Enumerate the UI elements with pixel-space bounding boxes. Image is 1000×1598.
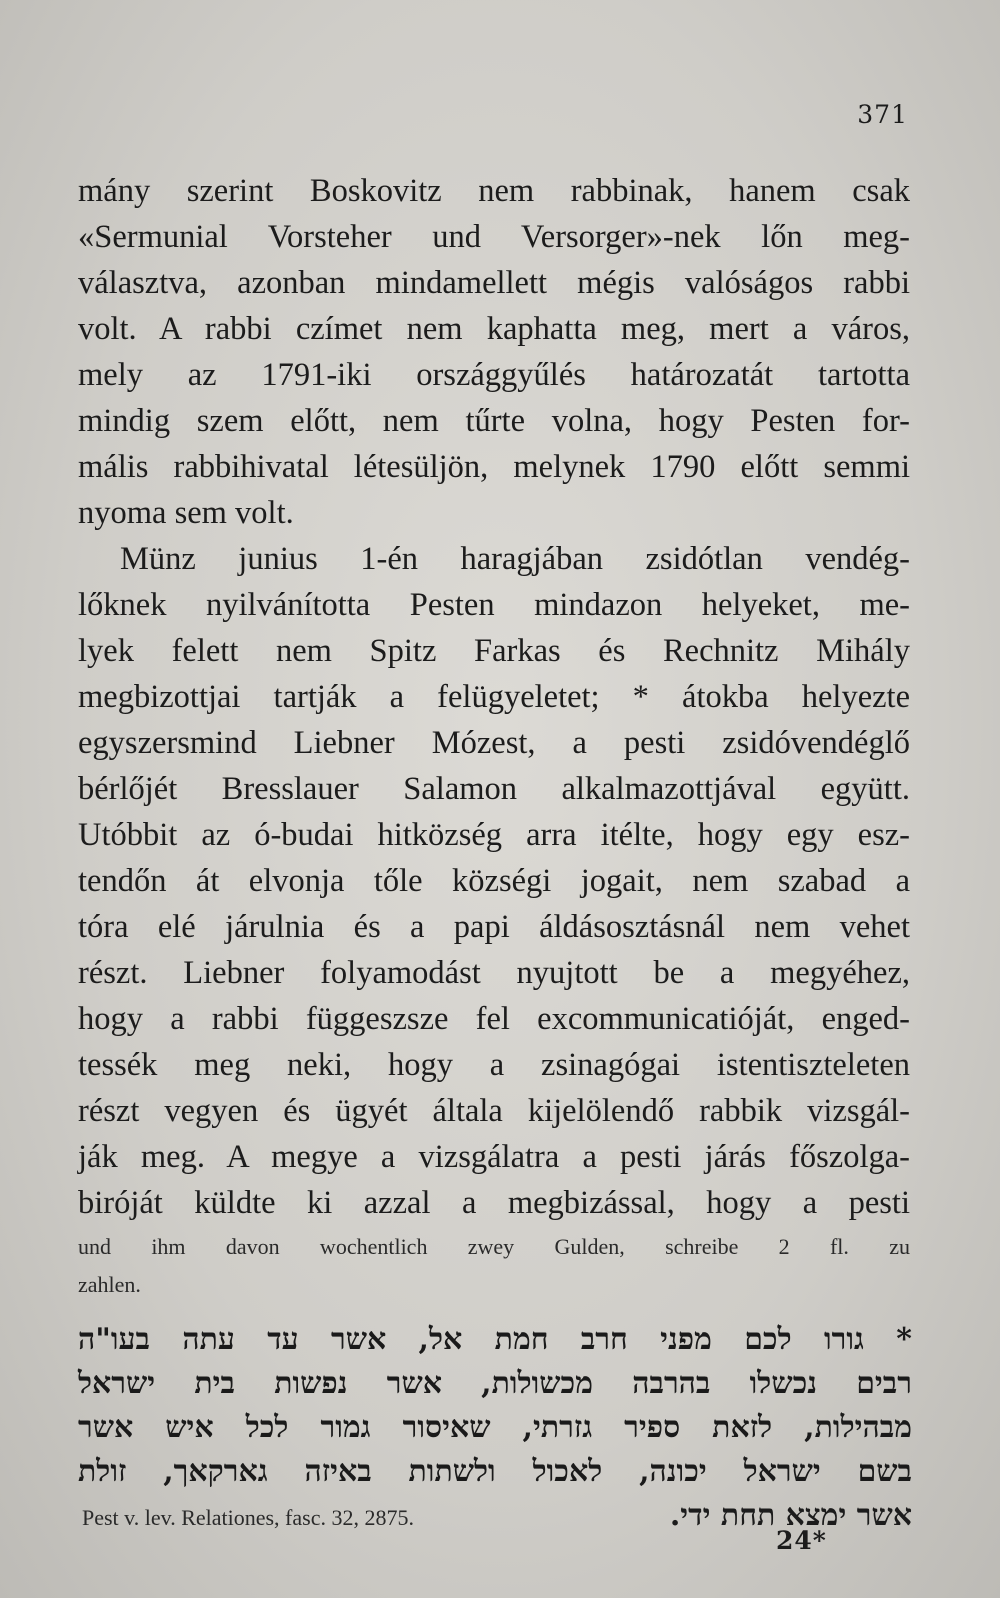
text-line: mindig szem előtt, nem tűrte volna, hogy Pesten for-: [78, 403, 910, 439]
text-line: biróját küldte ki azzal a megbizással, hogy a pesti: [78, 1185, 910, 1221]
text-line: mely az 1791-iki országgyűlés határozatát tartotta: [78, 357, 910, 393]
hebrew-footnote: [78, 1318, 912, 1538]
text-line: egyszersmind Liebner Mózest, a pesti zsidóvendéglő: [78, 725, 910, 761]
page-number: 371: [857, 100, 908, 129]
text-line: megbizottjai tartják a felügyeletet; * átokba helyezte: [78, 679, 910, 715]
archive-reference: Pest v. lev. Relationes, fasc. 32, 2875.: [82, 1505, 414, 1530]
text-line: tendőn át elvonja tőle községi jogait, nem szabad a: [78, 863, 910, 899]
text-line: hogy a rabbi függeszsze fel excommunicatióját, enged-: [78, 1001, 910, 1037]
text-line: «Sermunial Vorsteher und Versorger»-nek lőn meg-: [78, 219, 910, 255]
footnote-line: zahlen.: [78, 1272, 141, 1297]
text-line: Münz junius 1-én haragjában zsidótlan vendég-: [120, 541, 910, 577]
hebrew-line: בשם ישראל יכונה, לאכול ולשתות באיזה גארקאך, זולת: [78, 1454, 912, 1489]
text-line: Utóbbit az ó-budai hitközség arra itélte, hogy egy esz-: [78, 817, 910, 853]
text-line: választva, azonban mindamellett mégis valóságos rabbi: [78, 265, 910, 301]
text-line: lőknek nyilvánította Pesten mindazon helyeket, me-: [78, 587, 910, 623]
text-line: részt. Liebner folyamodást nyujtott be a megyéhez,: [78, 955, 910, 991]
text-line: nyoma sem volt.: [78, 495, 294, 531]
text-line: volt. A rabbi czímet nem kaphatta meg, mert a város,: [78, 311, 910, 347]
footnote-line: und ihm davon wochentlich zwey Gulden, schreibe 2 fl. zu: [78, 1234, 910, 1259]
text-line: ják meg. A megye a vizsgálatra a pesti járás főszolga-: [78, 1139, 910, 1175]
text-line: tessék meg neki, hogy a zsinagógai istentiszteleten: [78, 1047, 910, 1083]
hebrew-line: רבים נכשלו בהרבה מכשולות, אשר נפשות בית ישראל: [78, 1366, 912, 1401]
text-line: mális rabbihivatal létesüljön, melynek 1790 előtt semmi: [78, 449, 910, 485]
main-text: [78, 168, 910, 1226]
signature-mark: 24*: [776, 1526, 827, 1555]
hebrew-line: מבהילות, לזאת ספיר גזרתי, שאיסור גמור לכל איש אשר: [78, 1410, 912, 1445]
text-line: bérlőjét Bresslauer Salamon alkalmazottjával együtt.: [78, 771, 910, 807]
footnote-continuation: [78, 1228, 910, 1304]
text-line: lyek felett nem Spitz Farkas és Rechnitz Mihály: [78, 633, 910, 669]
hebrew-line: * גורו לכם מפני חרב חמת אל, אשר עד עתה בעו"ה: [78, 1322, 912, 1357]
text-line: részt vegyen és ügyét általa kijelölendő rabbik vizsgál-: [78, 1093, 910, 1129]
hebrew-line-end: אשר ימצא תחת ידי.: [669, 1498, 912, 1533]
text-line: tóra elé járulnia és a papi áldásosztásnál nem vehet: [78, 909, 910, 945]
text-line: mány szerint Boskovitz nem rabbinak, hanem csak: [78, 173, 910, 209]
